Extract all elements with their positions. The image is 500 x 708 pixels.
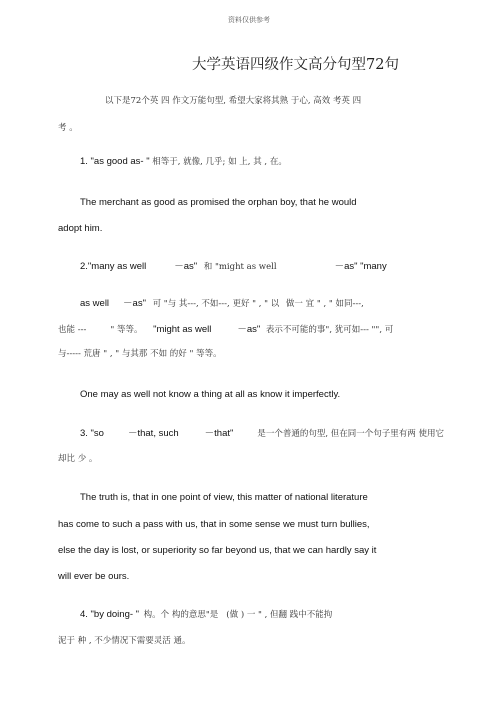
item-3-l1-b: －that, such (127, 428, 179, 439)
item-2-l3-f: "", 可 (371, 325, 394, 335)
item-2-l1-a: 2."many as well (80, 261, 147, 272)
item-3-l1-d: 是一个普通的句型, 但在同一个句子里有两 使用它 (257, 429, 444, 439)
item-2-l2-b: －as" (123, 298, 146, 309)
intro-line-2: 考 。 (58, 123, 78, 133)
item-2-l3-e: 表示不可能的事", 犹可如--- (265, 325, 369, 335)
item-1-heading (80, 157, 287, 167)
item-3-example-line-2: has come to such a pass with us, that in some sense we must turn bullies, (58, 519, 370, 530)
item-3-example-line-1: The truth is, that in one point of view, this matter of national literature (80, 492, 368, 503)
item-4-l1-b: 构。个 构的意思"是 (143, 610, 219, 620)
intro-line-1: 以下是72个英 四 作文万能句型, 希望大家将其熟 于心, 高效 考英 四 (105, 96, 362, 106)
item-2-l2-c: 可 "与 其---, 不如---, 更好 " , " 以 (152, 299, 280, 309)
item-3-line-2: 却比 少 。 (58, 454, 98, 464)
item-1-example-line-2: adopt him. (58, 223, 103, 234)
item-2-line-4: 与----- 荒唐 " , " 与其那 不如 的好 " 等等。 (58, 349, 222, 359)
item-2-l1-b: －as" (174, 261, 198, 272)
item-2-l1-c: 和 "might as well (203, 262, 277, 272)
item-1-meaning: 相等于, 就像, 几乎; 如 上, 其 , 在。 (152, 157, 287, 167)
page-header-note: 资料仅供参考 (228, 16, 270, 24)
item-2-l3-b: " 等等。 (110, 325, 143, 335)
item-3-line-1 (80, 429, 444, 439)
item-2-l2-a: as well (80, 298, 110, 309)
item-2-example: One may as well not know a thing at all as know it imperfectly. (80, 389, 341, 400)
item-2-line-3 (58, 325, 393, 335)
item-2-line-1 (80, 262, 387, 272)
item-1-example-line-1: The merchant as good as promised the orphan boy, that he would (80, 197, 357, 208)
item-1-phrase: 1. "as good as- " (80, 156, 150, 167)
item-3-l1-a: 3. "so (80, 428, 104, 439)
item-3-l1-c: －that" (204, 428, 234, 439)
item-3-example-line-3: else the day is lost, or superiority so far beyond us, that we can hardly say it (58, 545, 377, 556)
item-4-line-1 (80, 610, 332, 620)
page-title: 大学英语四级作文高分句型72句 (192, 57, 399, 73)
item-2-l1-d: －as" "many (334, 261, 387, 272)
item-2-l3-c: "might as well (153, 324, 212, 335)
item-4-l1-a: 4. "by doing- " (80, 609, 140, 620)
item-2-l3-d: －as" (237, 324, 261, 335)
item-3-example-line-4: will ever be ours. (58, 571, 130, 582)
item-2-l3-a: 也能 --- (58, 325, 87, 335)
item-4-line-2: 泥于 种 , 不少情况下需要灵活 通。 (58, 636, 191, 646)
item-2-line-2 (80, 299, 364, 309)
item-2-l2-d: 做一 宜 " , " 如同---, (285, 299, 364, 309)
item-4-l1-c: (做 ) 一 " , 但翻 践中不能拘 (226, 610, 333, 620)
